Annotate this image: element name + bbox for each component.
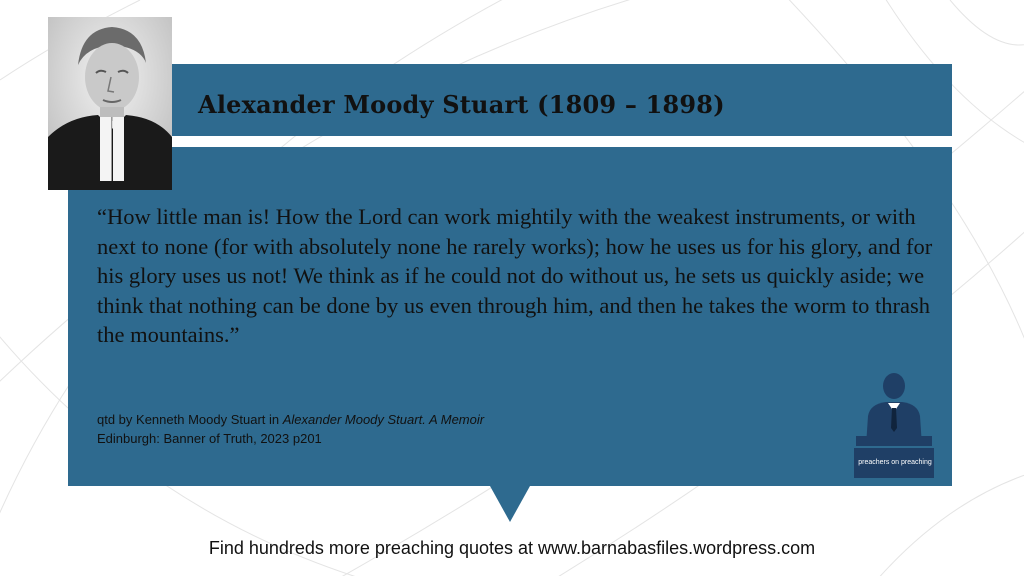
- speech-pointer: [490, 486, 530, 522]
- portrait-photo: [48, 17, 172, 190]
- citation-line-1: [97, 410, 697, 429]
- citation: [97, 410, 697, 448]
- citation-publisher: Edinburgh: Banner of Truth, 2023 p201: [97, 431, 322, 446]
- slide-title: Alexander Moody Stuart (1809 – 1898): [198, 90, 725, 119]
- citation-book-title: Alexander Moody Stuart. A Memoir: [282, 412, 485, 427]
- citation-prefix: qtd by Kenneth Moody Stuart in: [97, 412, 283, 427]
- quote-text: “How little man is! How the Lord can work mightily with the weakest instruments, or with next to none (for with absolutely none he rarely works); how he uses us for his glory, and for his glory uses us not! We think as if he could not do without us, he sets us quickly aside; we think that nothing can be done by us even through him, and then he takes the worm to thrash the mountains.”: [97, 204, 933, 347]
- logo-text: preachers on preaching: [858, 459, 932, 466]
- footer-text: Find hundreds more preaching quotes at www.barnabasfiles.wordpress.com: [208, 538, 816, 558]
